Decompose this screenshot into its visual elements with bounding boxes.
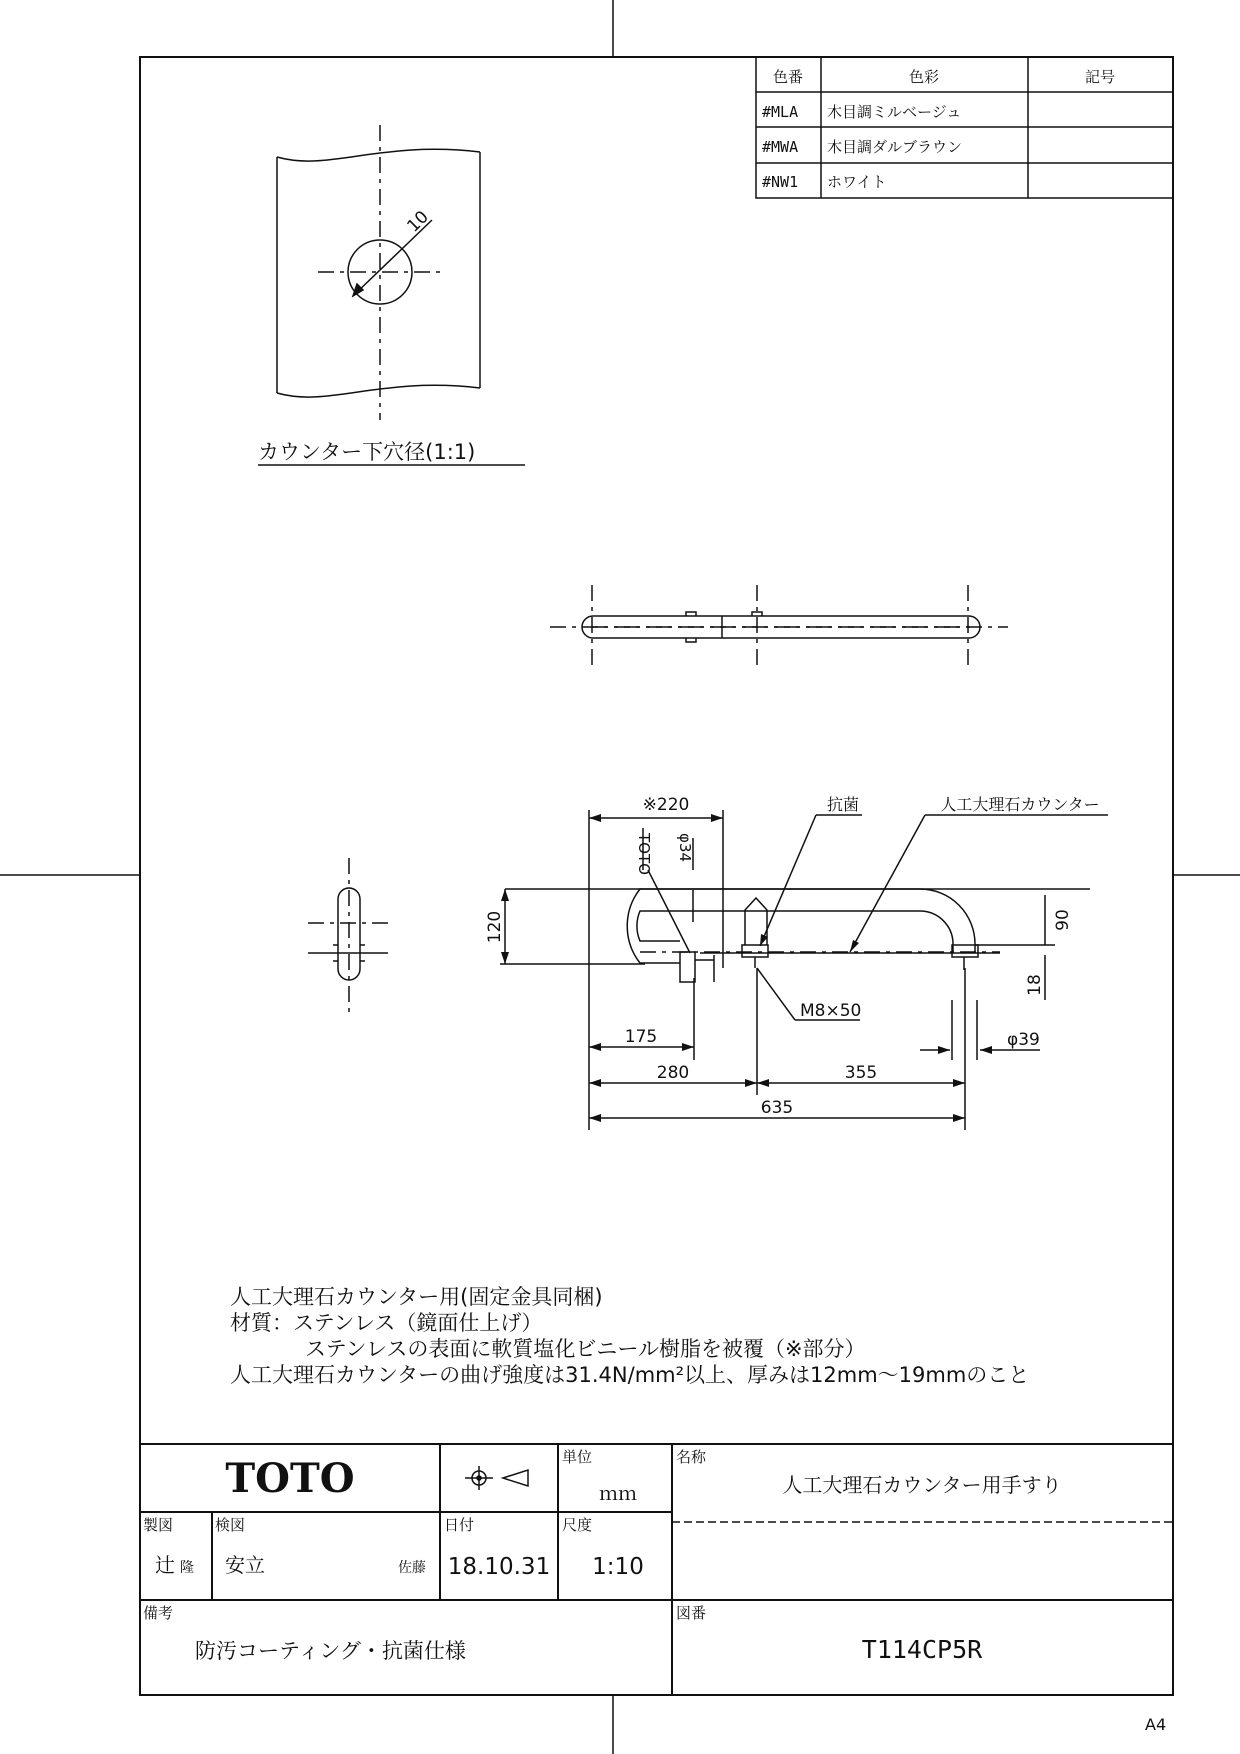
dim-355: 355: [844, 1063, 878, 1083]
hole-detail-caption: カウンター下穴径(1:1): [258, 440, 476, 464]
dim-m8x50: M8×50: [800, 1001, 862, 1021]
note-line-4: 人工大理石カウンターの曲げ強度は31.4N/mm²以上、厚みは12mm～19mmのこと: [230, 1363, 1030, 1387]
unit-label: 単位: [562, 1448, 593, 1466]
scale-value: 1:10: [592, 1554, 644, 1580]
top-view: [550, 585, 1008, 668]
dimension-arrows: [501, 814, 992, 1122]
color-mark-header: 記号: [1084, 68, 1116, 86]
hole-diameter-dim: 10: [403, 207, 433, 237]
dim-18: 18: [1025, 974, 1045, 996]
toto-logo: TOTO: [225, 1455, 355, 1502]
dim-90: 90: [1053, 909, 1073, 931]
remarks-label: 備考: [143, 1604, 174, 1622]
color-code-nw1: #NW1: [762, 173, 799, 191]
dimension-lines: [500, 815, 1108, 1118]
dim-635: 635: [760, 1098, 794, 1118]
check-seal: 佐藤: [398, 1560, 426, 1576]
dim-120: 120: [485, 910, 505, 944]
dim-phi34: φ34: [676, 833, 694, 862]
drawing-frame: [140, 57, 1173, 1695]
remarks-value: 防汚コーティング・抗菌仕様: [195, 1639, 466, 1663]
note-line-2: 材質：ステンレス（鏡面仕上げ）: [230, 1311, 543, 1335]
drawn-by: 辻: [155, 1553, 175, 1577]
label-antibacterial: 抗菌: [826, 795, 860, 814]
note-line-3: ステンレスの表面に軟質塩化ビニール樹脂を被覆（※部分）: [305, 1337, 866, 1361]
drawing-no-label: 図番: [676, 1604, 707, 1622]
hole-detail-view: [258, 125, 525, 465]
unit-value: ｍｍ: [598, 1483, 638, 1505]
check-label: 検図: [215, 1516, 246, 1534]
color-code-header: 色番: [772, 68, 804, 86]
check-by: 安立: [225, 1553, 265, 1577]
dim-280: 280: [656, 1063, 690, 1083]
paper-size: A4: [1145, 1715, 1167, 1734]
projection-symbol: [465, 1466, 528, 1490]
color-name-nw1: ホワイト: [827, 173, 887, 191]
date-value: 18.10.31: [447, 1554, 551, 1580]
color-code-mla: #MLA: [762, 103, 799, 121]
label-counter: 人工大理石カウンター: [940, 795, 1100, 814]
note-line-1: 人工大理石カウンター用(固定金具同梱): [230, 1285, 603, 1309]
drawn-label: 製図: [143, 1516, 174, 1534]
date-label: 日付: [444, 1516, 475, 1534]
color-code-mwa: #MWA: [762, 138, 799, 156]
product-name: 人工大理石カウンター用手すり: [782, 1473, 1062, 1497]
side-view: [308, 858, 388, 1012]
color-name-mwa: 木目調ダルブラウン: [827, 138, 963, 156]
color-name-mla: 木目調ミルベージュ: [827, 103, 962, 121]
scale-label: 尺度: [562, 1516, 593, 1534]
dim-220: ※220: [642, 795, 690, 815]
drawn-seal: 隆: [180, 1560, 194, 1576]
name-label: 名称: [676, 1448, 707, 1466]
drawing-number: T114CP5R: [861, 1635, 983, 1664]
dim-phi39: φ39: [1007, 1030, 1040, 1050]
color-name-header: 色彩: [908, 68, 940, 86]
dim-toto-label: TOTO: [635, 833, 653, 875]
dim-175: 175: [624, 1027, 658, 1047]
